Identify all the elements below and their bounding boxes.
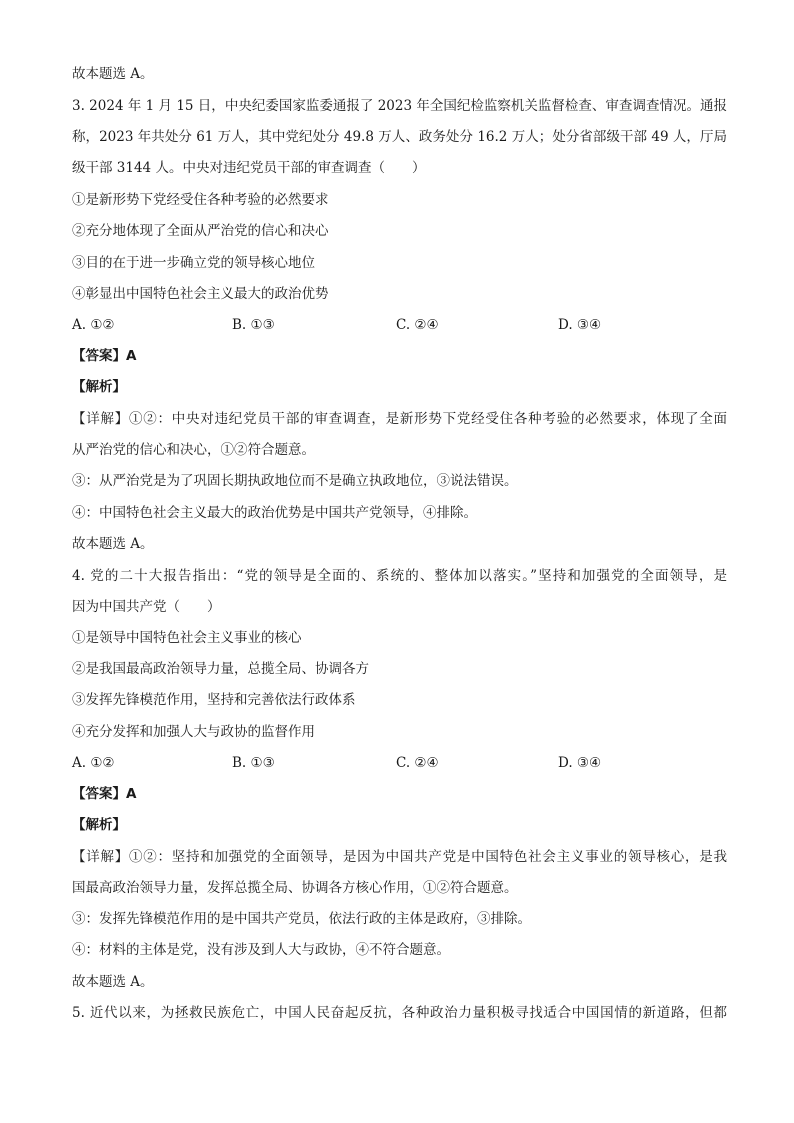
q2-conclusion: 故本题选 A。 (72, 66, 154, 82)
q4-analysis-heading: 【解析】 (72, 817, 126, 833)
q3-detail-line-1: 【详解】①②：中央对违纪党员干部的审查调查，是新形势下党经受住各种考验的必然要求，体现了全面 (72, 411, 727, 427)
q3-detail-line-2: 从严治党的信心和决心，①②符合题意。 (72, 442, 315, 458)
q4-conclusion: 故本题选 A。 (72, 974, 154, 990)
q4-answer: 【答案】A (72, 786, 137, 802)
q4-option-b: B. ①③ (232, 755, 275, 771)
q4-stem-line-2: 因为中国共产党（ ） (72, 599, 221, 615)
q4-detail-line-1: 【详解】①②：坚持和加强党的全面领导，是因为中国共产党是中国特色社会主义事业的领导核心，是我 (72, 849, 727, 865)
q4-option-c: C. ②④ (396, 755, 439, 771)
q3-analysis-heading: 【解析】 (72, 379, 126, 395)
q3-statement-2: ②充分地体现了全面从严治党的信心和决心 (72, 223, 329, 239)
q4-detail-line-4: ④：材料的主体是党，没有涉及到人大与政协，④不符合题意。 (72, 942, 450, 958)
q3-options (72, 315, 727, 335)
q4-option-d: D. ③④ (558, 755, 602, 771)
q3-detail-line-3: ③：从严治党是为了巩固长期执政地位而不是确立执政地位，③说法错误。 (72, 473, 518, 489)
q3-stem-line-3: 级干部 3144 人。中央对违纪党员干部的审查调查（ ） (72, 160, 426, 176)
q3-detail-line-4: ④：中国特色社会主义最大的政治优势是中国共产党领导，④排除。 (72, 505, 477, 521)
q4-options (72, 753, 727, 773)
q3-conclusion: 故本题选 A。 (72, 536, 154, 552)
q4-detail-line-2: 国最高政治领导力量，发挥总揽全局、协调各方核心作用，①②符合题意。 (72, 880, 518, 896)
q3-option-d: D. ③④ (558, 317, 602, 333)
q4-statement-3: ③发挥先锋模范作用，坚持和完善依法行政体系 (72, 692, 356, 708)
q3-stem-line-1: 3. 2024 年 1 月 15 日，中央纪委国家监委通报了 2023 年全国纪检监察机关监督检查、审查调查情况。通报 (72, 98, 727, 114)
q4-statement-4: ④充分发挥和加强人大与政协的监督作用 (72, 724, 315, 740)
q4-statement-2: ②是我国最高政治领导力量，总揽全局、协调各方 (72, 661, 369, 677)
q4-option-a: A. ①② (72, 755, 115, 771)
q4-statement-1: ①是领导中国特色社会主义事业的核心 (72, 630, 302, 646)
q5-stem-line-1: 5. 近代以来，为拯救民族危亡，中国人民奋起反抗，各种政治力量积极寻找适合中国国情的新道路，但都 (72, 1005, 727, 1021)
q3-statement-3: ③目的在于进一步确立党的领导核心地位 (72, 255, 315, 271)
q3-answer: 【答案】A (72, 348, 137, 364)
q3-stem-line-2: 称，2023 年共处分 61 万人，其中党纪处分 49.8 万人、政务处分 16.2 万人；处分省部级干部 49 人，厅局 (72, 129, 727, 145)
q3-option-b: B. ①③ (232, 317, 275, 333)
q4-stem-line-1: 4. 党的二十大报告指出：“党的领导是全面的、系统的、整体加以落实。”坚持和加强党的全面领导，是 (72, 568, 727, 584)
q3-option-a: A. ①② (72, 317, 115, 333)
q3-option-c: C. ②④ (396, 317, 439, 333)
q4-detail-line-3: ③：发挥先锋模范作用的是中国共产党员，依法行政的主体是政府，③排除。 (72, 911, 531, 927)
q3-statement-1: ①是新形势下党经受住各种考验的必然要求 (72, 192, 329, 208)
q3-statement-4: ④彰显出中国特色社会主义最大的政治优势 (72, 286, 329, 302)
